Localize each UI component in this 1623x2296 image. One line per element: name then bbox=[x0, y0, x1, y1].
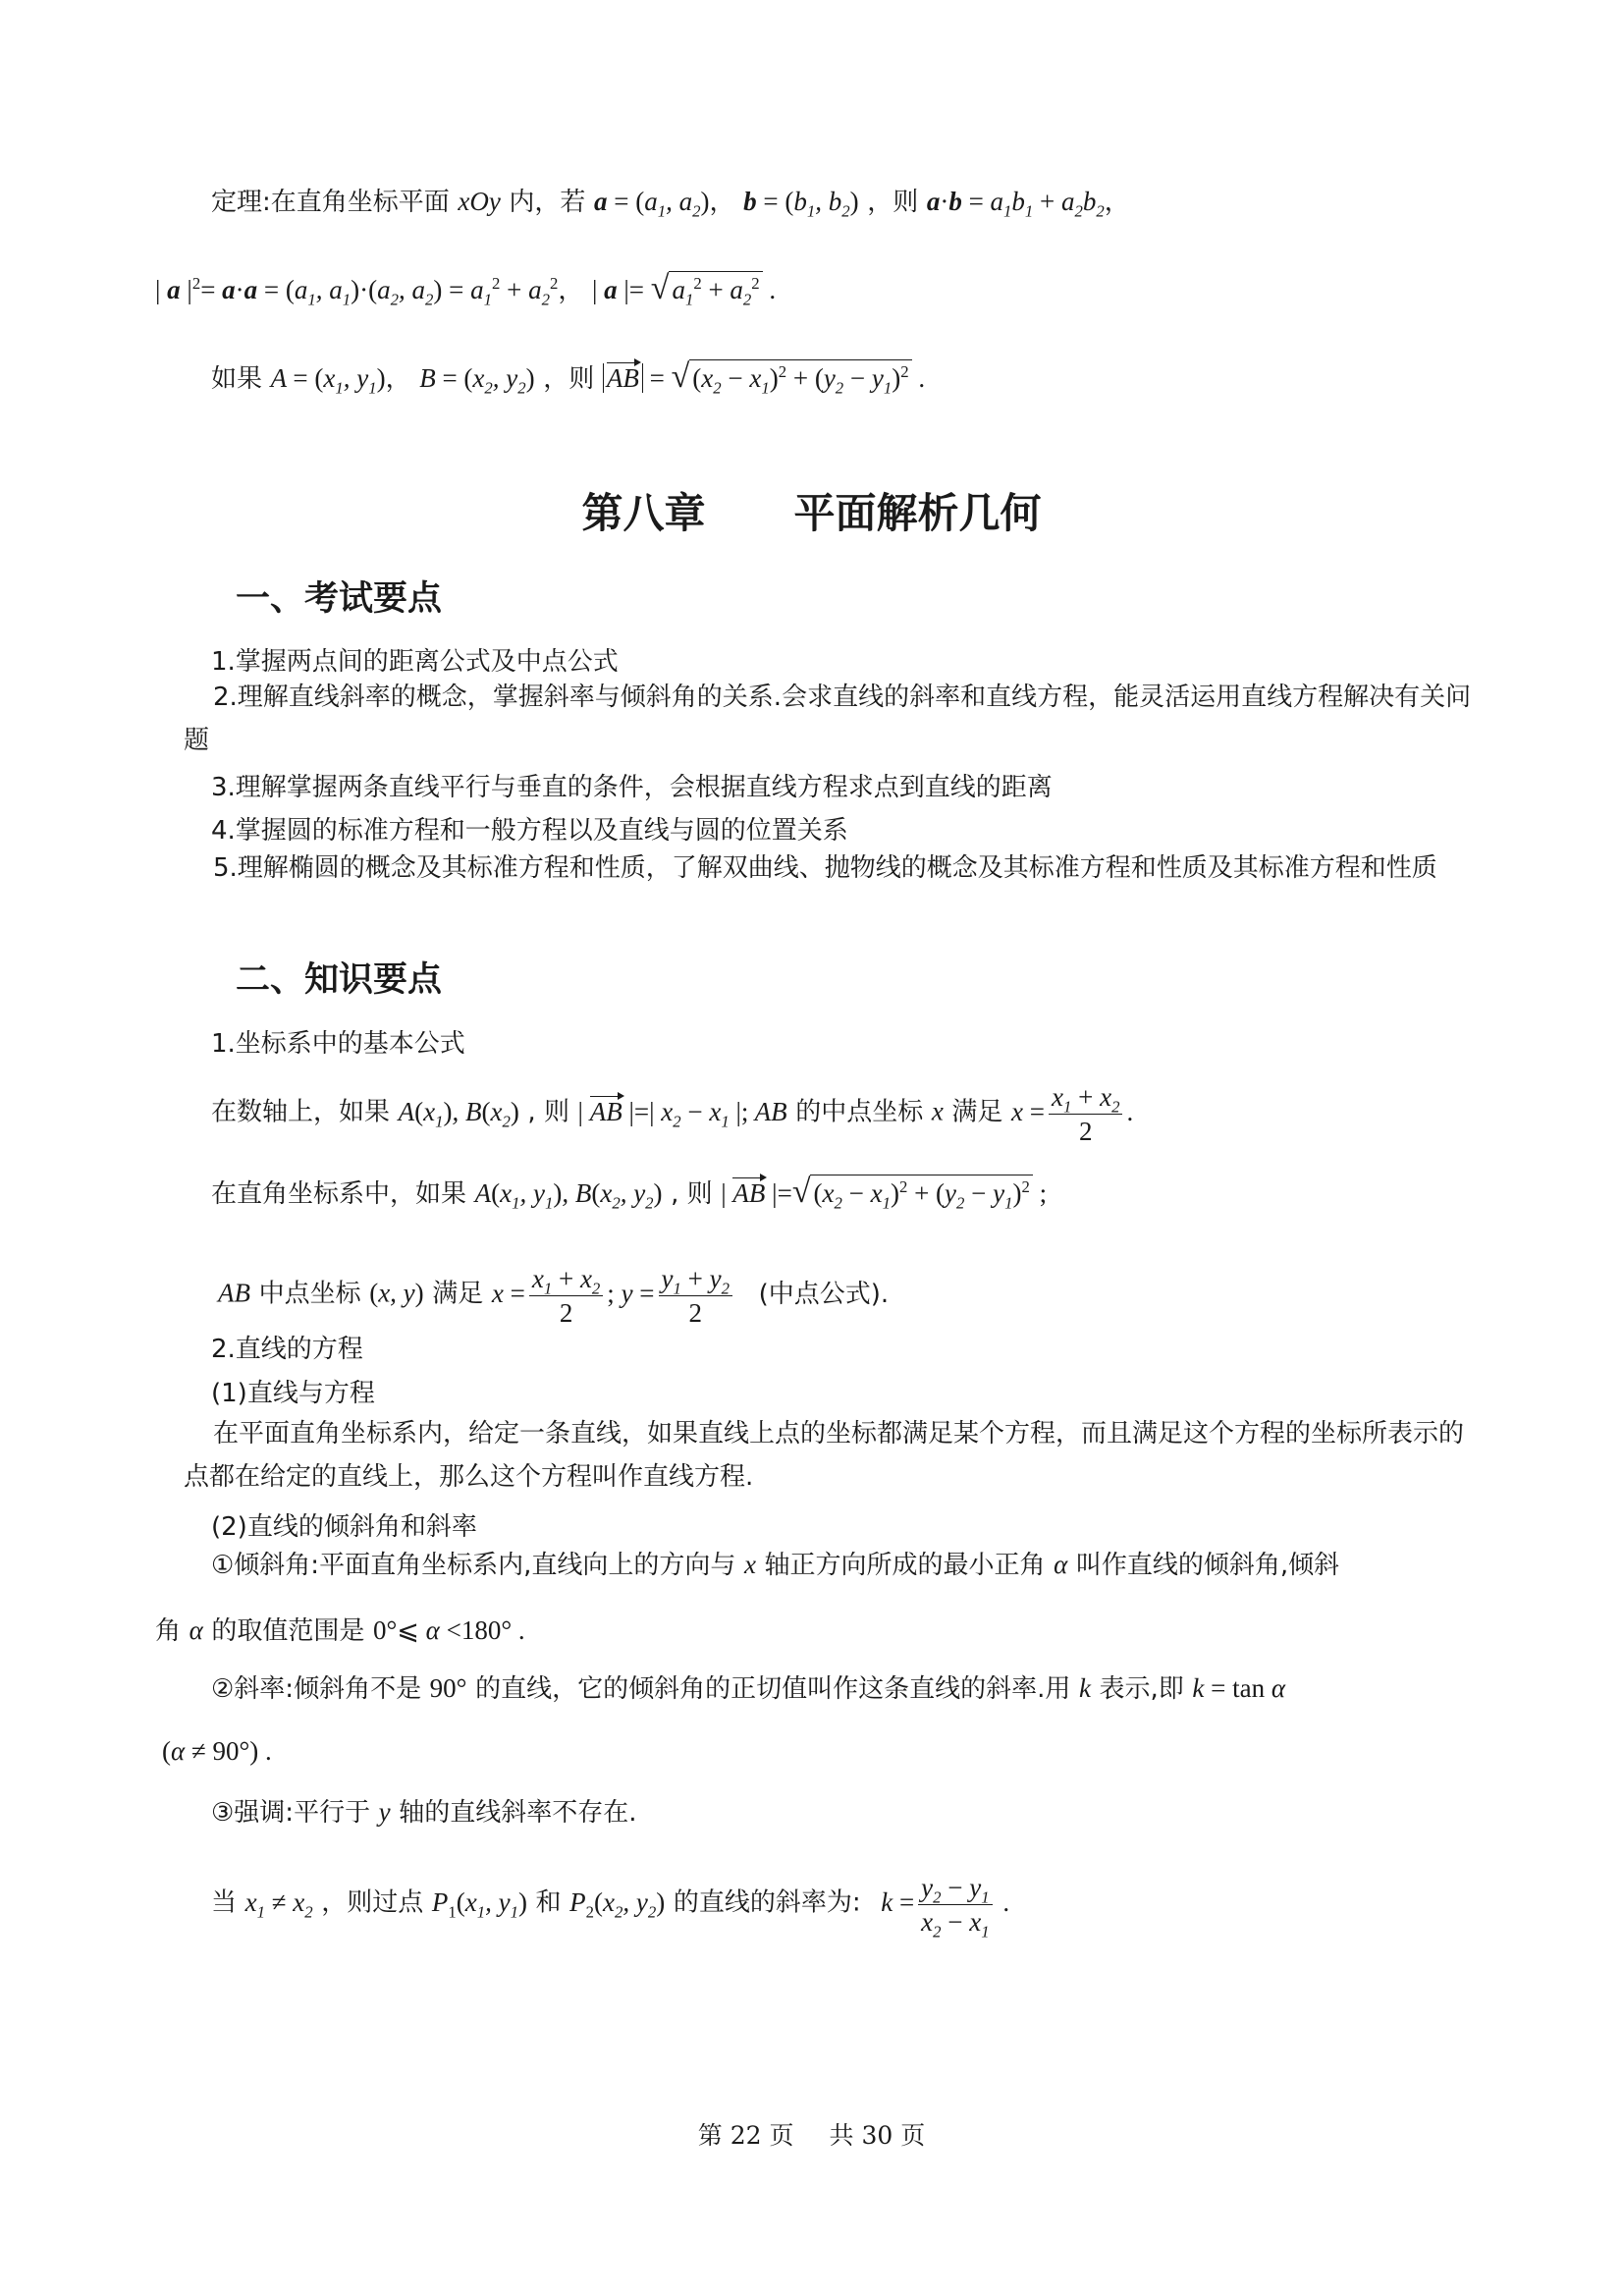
subsection-basic-formulas: 1.坐标系中的基本公式 bbox=[211, 1029, 465, 1059]
vertical-line-note: ③强调:平行于 y 轴的直线斜率不存在. bbox=[211, 1797, 637, 1828]
math-xoy: xOy bbox=[458, 187, 501, 216]
exam-point-4: 4.掌握圆的标准方程和一般方程以及直线与圆的位置关系 bbox=[211, 816, 848, 846]
math-norm: | a |= √ $a_1^2 + a_2^2$ . bbox=[591, 270, 777, 309]
page-footer bbox=[0, 2116, 1623, 2152]
plane-distance-formula: 在直角坐标系中，如果 $A(x_1$, $y_1$), $B(x_2$, $y_2$) , 则 | AB |=√ $(x_2 - x_1)^2 + (y_2 - y_1)^2$ ; bbox=[211, 1174, 1048, 1213]
midpoint-formula: AB 中点坐标 (x, y) 满足 x = $\frac{x_1 + x_2}{2}$ ; y = $\frac{y_1 + y_2}{2}$ (中点公式). bbox=[218, 1264, 890, 1328]
inclination-definition: ①倾斜角:平面直角坐标系内,直线向上的方向与 x 轴正方向所成的最小正角 α 叫作直线的倾斜角,倾斜 bbox=[211, 1550, 1340, 1580]
math-vector-a-def: $a = (a_1$, $a_2$) bbox=[594, 187, 710, 221]
section-heading-knowledge-points: 二、知识要点 bbox=[236, 960, 443, 1000]
exam-point-1: 1.掌握两点间的距离公式及中点公式 bbox=[211, 647, 619, 677]
math-point-b: $B = (x_2$, $y_2$) bbox=[419, 363, 535, 398]
two-point-slope-formula: 当 $x_1 \ne x_2$ ，则过点 $P_1(x_1$, $y_1$) 和 $P_2(x_2$, $y_2$) 的直线的斜率为: k = $\frac{y_2 - y_1}{x_2 - x_1}$ . bbox=[211, 1873, 1010, 1941]
subsection-line-equation: 2.直线的方程 bbox=[211, 1335, 363, 1364]
math-vector-b-def: $b = (b_1$, $b_2$) bbox=[743, 187, 859, 221]
exam-point-5: 5.理解椭圆的概念及其标准方程和性质，了解双曲线、抛物线的概念及其标准方程和性质及其标准方程和性质 bbox=[213, 853, 1437, 883]
page-number: 第 22 页 bbox=[697, 2121, 794, 2150]
line-definition: 在平面直角坐标系内，给定一条直线，如果直线上点的坐标都满足某个方程，而且满足这个方程的坐标所表示的点都在给定的直线上，那么这个方程叫作直线方程. bbox=[184, 1419, 1465, 1492]
slope-definition: ②斜率:倾斜角不是 90° 的直线，它的倾斜角的正切值叫作这条直线的斜率.用 k 表示,即 k = tan α bbox=[211, 1673, 1286, 1704]
subsection-line-and-equation: (1)直线与方程 bbox=[211, 1379, 375, 1408]
exam-point-3: 3.理解掌握两条直线平行与垂直的条件，会根据直线方程求点到直线的距离 bbox=[211, 773, 1053, 802]
page-total: 共 30 页 bbox=[829, 2121, 926, 2150]
math-point-a: $A = (x_1$, $y_1$) bbox=[270, 363, 386, 398]
subsection-inclination-slope: (2)直线的倾斜角和斜率 bbox=[211, 1512, 477, 1542]
norm-line: | a $|^2= a\cdot a = (a_1$, $a_1)\cdot(a_2$, $a_2) = a_1^2 + a_2^2$， | a |= √ $a_1^2 + a_2^2$ . bbox=[155, 270, 777, 309]
chapter-title: 第八章 平面解析几何 bbox=[581, 489, 1042, 537]
inclination-range: 角 α 的取值范围是 0°⩽ α <180° . bbox=[155, 1615, 525, 1646]
slope-condition: (α ≠ 90°) . bbox=[162, 1736, 272, 1766]
math-distance-ab: AB = √ $(x_2 - x_1)^2 + (y_2 - y_1)^2$ . bbox=[603, 363, 925, 393]
math-dot-product: $a\cdot b = a_1b_1 + a_2b_2$ bbox=[926, 187, 1105, 221]
number-line-formula: 在数轴上，如果 $A(x_1)$, $B(x_2)$ , 则 | AB |=| $x_2 - x_1$ |; AB 的中点坐标 x 满足 x = $\frac{x_1 + x_2}{2}$ . bbox=[211, 1082, 1134, 1146]
exam-point-2: 2.理解直线斜率的概念，掌握斜率与倾斜角的关系.会求直线的斜率和直线方程，能灵活运用直线方程解决有关问题 bbox=[184, 683, 1472, 755]
theorem-line: 定理:在直角坐标平面 xOy 内，若 $a = (a_1$, $a_2$)， $b = (b_1$, $b_2$) ，则 $a\cdot b = a_1b_1 + a_2b_2$， bbox=[211, 187, 1130, 221]
section-heading-exam-points: 一、考试要点 bbox=[236, 579, 443, 619]
math-norm-square: | a $|^2= a\cdot a = (a_1$, $a_1)\cdot(a_2$, $a_2) = a_1^2 + a_2^2$ bbox=[155, 274, 559, 309]
distance-line: 如果 $A = (x_1$, $y_1$)， $B = (x_2$, $y_2$) ，则 AB = √ $(x_2 - x_1)^2 + (y_2 - y_1)^2$ . bbox=[211, 358, 926, 398]
